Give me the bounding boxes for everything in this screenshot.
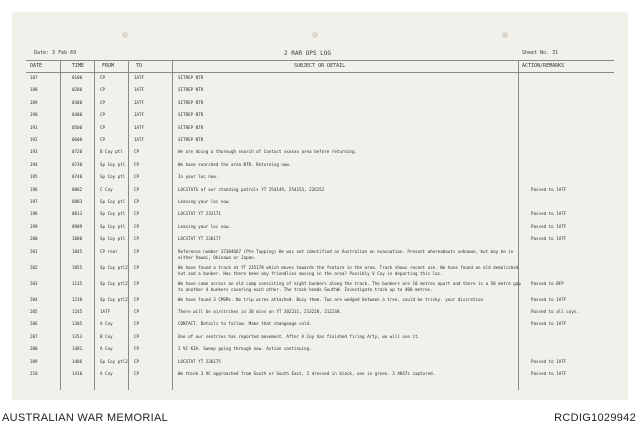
entry-from: A Coy bbox=[100, 371, 113, 376]
entry-from: Sp Coy ptl2 bbox=[100, 296, 128, 302]
entry-time: 1135 bbox=[72, 280, 83, 286]
entry-subject: In your loc now. bbox=[178, 174, 219, 180]
entry-time: 0813 bbox=[72, 211, 83, 217]
entry-number: 202 bbox=[30, 264, 38, 270]
entry-subject: We think 3 VC approached from South or South East, 2 dressed in black, one in green. 3 AK47s captured. bbox=[178, 371, 436, 376]
entry-time: 0300 bbox=[72, 99, 83, 105]
footer bbox=[0, 404, 640, 426]
log-title: 2 RAR OPS LOG bbox=[284, 50, 331, 57]
col-divider bbox=[172, 60, 173, 390]
entry-number: 190 bbox=[30, 112, 38, 118]
entry-from: CP bbox=[100, 124, 106, 130]
entry-from: B Coy ptl bbox=[100, 149, 123, 155]
entry-from: 1ATF bbox=[100, 309, 111, 314]
entry-from: C Coy bbox=[100, 186, 113, 192]
entry-action: Passed to 1ATF bbox=[531, 223, 567, 229]
entry-action: Passed to 1ATF bbox=[531, 211, 567, 217]
entry-subject: We have searched the area NTR. Returning now. bbox=[178, 161, 292, 167]
entry-action: Passed to 1ATF bbox=[531, 296, 567, 302]
entry-number: 208 bbox=[30, 346, 38, 352]
entry-from: Sp Coy ptl bbox=[100, 223, 126, 229]
entry-subject: SITREP NTR bbox=[178, 112, 204, 118]
entry-number: 207 bbox=[30, 333, 38, 339]
entry-subject: SITREP NTR bbox=[178, 137, 204, 142]
col-header-subject: SUBJECT OR DETAIL bbox=[294, 63, 346, 69]
entry-subject: SITREP NTR bbox=[178, 75, 204, 80]
entry-number: 197 bbox=[30, 199, 38, 204]
entry-number: 195 bbox=[30, 174, 38, 180]
entry-time: 0400 bbox=[72, 112, 83, 118]
entry-subject: We have come across an old camp consisting of eight bunkers along the track. The bunkers are 10 metres apart and there is a 50 metre gap to another 4 bunkers covering each other. The track heads SouthW. Investigate track up to 400 metres. bbox=[178, 280, 521, 292]
entry-subject: SITREP NTR bbox=[178, 124, 204, 130]
punch-hole bbox=[312, 32, 318, 38]
entry-to: CP bbox=[134, 161, 140, 167]
entry-subject: Leaving your loc now. bbox=[178, 199, 231, 204]
entry-number: 204 bbox=[30, 296, 38, 302]
col-header-date: DATE bbox=[30, 63, 43, 69]
entry-subject: Reference number 37384667 (Pte Tapping) He was not identified as Australian on evacuation. Present whereabouts unknown, but may be in either Vawai, Okinawa or Japan. bbox=[178, 248, 514, 260]
col-header-from: FROM bbox=[102, 63, 115, 69]
entry-action: Passed to 1ATF bbox=[531, 358, 567, 364]
entry-time: 1406 bbox=[72, 358, 83, 364]
col-header-to: TO bbox=[136, 63, 143, 69]
entry-to: CP bbox=[134, 174, 140, 180]
entry-subject: We have found a track at YT 235178 which moves towards the feature in the area. Track shows recent use. We have found an old demolished hut and a bunker. Has there been any friendlies moving in the area? Possibly V Coy in departing this loc. bbox=[178, 264, 519, 276]
entry-time: 1000 bbox=[72, 236, 83, 242]
entry-subject: CONTACT. Details to follow. Make that changeage cold. bbox=[178, 321, 312, 327]
entry-from: Sp Coy ptl bbox=[100, 236, 126, 242]
entry-from: Sp Coy ptl bbox=[100, 174, 126, 180]
entry-time: 1045 bbox=[72, 248, 83, 254]
header-rule-top bbox=[26, 60, 614, 61]
entry-subject: LOCSTAT YT 236175 bbox=[178, 358, 221, 364]
entry-action: Passed to all coys. bbox=[531, 309, 579, 314]
entry-action: Passed to 1ATF bbox=[531, 321, 567, 327]
entry-to: CP bbox=[134, 236, 140, 242]
entry-number: 188 bbox=[30, 87, 38, 93]
entry-time: 0600 bbox=[72, 137, 83, 142]
col-divider bbox=[94, 60, 95, 390]
entry-from: Sp Coy ptl2 bbox=[100, 358, 128, 364]
entry-number: 203 bbox=[30, 280, 38, 286]
entry-to: CP bbox=[134, 321, 140, 327]
col-header-action: ACTION/REMARKS bbox=[522, 63, 565, 69]
entry-number: 205 bbox=[30, 309, 38, 314]
entry-number: 201 bbox=[30, 248, 38, 254]
entry-from: Sp Coy ptl2 bbox=[100, 280, 128, 286]
entry-time: 1410 bbox=[72, 371, 83, 376]
entry-action: Passed to 1ATF bbox=[531, 371, 567, 376]
date-label: Date: 3 Feb 69 bbox=[34, 50, 77, 56]
entry-to: CP bbox=[134, 199, 140, 204]
col-divider bbox=[128, 60, 129, 390]
entry-number: 210 bbox=[30, 371, 38, 376]
entry-from: B Coy bbox=[100, 333, 113, 339]
entry-from: CP bbox=[100, 99, 106, 105]
entry-to: CP bbox=[134, 186, 140, 192]
entry-number: 196 bbox=[30, 186, 38, 192]
entry-to: CP bbox=[134, 211, 140, 217]
entry-from: Sp Coy ptl bbox=[100, 211, 126, 217]
entry-from: Sp Coy ptl bbox=[100, 161, 126, 167]
entry-time: 1353 bbox=[72, 333, 83, 339]
entry-from: A Coy bbox=[100, 346, 113, 352]
entry-to: CP bbox=[134, 248, 140, 254]
entry-from: CP bbox=[100, 75, 106, 80]
entry-to: CP bbox=[134, 264, 140, 270]
entry-subject: LOCSTATS of our standing patrols YT 254149, 254153, 226152 bbox=[178, 186, 325, 192]
entry-time: 0730 bbox=[72, 161, 83, 167]
entry-action: Passed to 1ATF bbox=[531, 236, 567, 242]
col-divider bbox=[60, 60, 61, 390]
entry-to: CP bbox=[134, 309, 140, 314]
entry-time: 0720 bbox=[72, 149, 83, 155]
entry-time: 1305 bbox=[72, 321, 83, 327]
entry-to: 1ATF bbox=[134, 87, 145, 93]
entry-subject: SITREP NTR bbox=[178, 87, 204, 93]
entry-from: Sp Coy ptl2 bbox=[100, 264, 128, 270]
entry-to: 1ATF bbox=[134, 137, 145, 142]
entry-time: 1055 bbox=[72, 264, 83, 270]
entry-time: 0200 bbox=[72, 87, 83, 93]
entry-number: 209 bbox=[30, 358, 38, 364]
entry-to: 1ATF bbox=[134, 99, 145, 105]
entry-number: 191 bbox=[30, 124, 38, 130]
log-sheet bbox=[12, 12, 628, 400]
entry-subject: SITREP NTR bbox=[178, 99, 204, 105]
entry-subject: LOCSTAT YT 236177 bbox=[178, 236, 221, 242]
entry-number: 198 bbox=[30, 211, 38, 217]
entry-time: 0500 bbox=[72, 124, 83, 130]
entry-time: 0909 bbox=[72, 223, 83, 229]
entry-time: 0802 bbox=[72, 186, 83, 192]
entry-number: 199 bbox=[30, 223, 38, 229]
entry-to: CP bbox=[134, 371, 140, 376]
entry-number: 187 bbox=[30, 75, 38, 80]
footer-record-id: RCDIG1029942 bbox=[554, 412, 636, 424]
entry-to: CP bbox=[134, 358, 140, 364]
footer-institution: AUSTRALIAN WAR MEMORIAL bbox=[2, 412, 169, 424]
entry-from: A Coy bbox=[100, 321, 113, 327]
col-header-time: TIME bbox=[72, 63, 85, 69]
entry-subject: One of our sentries has reported movement. After A Coy has finished firing Arty, we will use it. bbox=[178, 333, 421, 339]
punch-hole bbox=[502, 32, 508, 38]
entry-action: Passed to BFP bbox=[531, 280, 564, 286]
entry-to: CP bbox=[134, 333, 140, 339]
entry-to: 1ATF bbox=[134, 75, 145, 80]
entry-from: CP bbox=[100, 112, 106, 118]
entry-time: 0100 bbox=[72, 75, 83, 80]
entry-to: CP bbox=[134, 346, 140, 352]
entry-from: CP rear bbox=[100, 248, 118, 254]
entry-action: Passed to 1ATF bbox=[531, 186, 567, 192]
entry-to: CP bbox=[134, 280, 140, 286]
entry-to: 1ATF bbox=[134, 112, 145, 118]
entry-subject: We are doing a thorough search of Contact xxxxxx area before returning. bbox=[178, 149, 357, 155]
entry-number: 206 bbox=[30, 321, 38, 327]
entry-time: 0740 bbox=[72, 174, 83, 180]
entry-subject: We have found 3 CMSMs. No trip wires attached. Busy them. Two are wedged between a tree, could be tricky. your discretion bbox=[178, 296, 484, 302]
entry-number: 193 bbox=[30, 149, 38, 155]
sheet-number: Sheet No. 31 bbox=[522, 50, 559, 56]
entry-to: 1ATF bbox=[134, 124, 145, 130]
entry-from: CP bbox=[100, 87, 106, 93]
entry-number: 189 bbox=[30, 99, 38, 105]
entry-number: 194 bbox=[30, 161, 38, 167]
entry-to: CP bbox=[134, 223, 140, 229]
entry-time: 1245 bbox=[72, 309, 83, 314]
entry-subject: LOCSTAT YT 232171 bbox=[178, 211, 221, 217]
entry-to: CP bbox=[134, 149, 140, 155]
entry-time: 0803 bbox=[72, 199, 83, 204]
entry-subject: Leaving your loc now. bbox=[178, 223, 231, 229]
entry-from: Sp Coy ptl bbox=[100, 199, 126, 204]
entry-subject: There will be airstrikes in 30 mins on YT 202231, 213228, 212238. bbox=[178, 309, 342, 314]
entry-number: 192 bbox=[30, 137, 38, 142]
header-rule-bottom bbox=[26, 72, 614, 73]
entry-time: 1230 bbox=[72, 296, 83, 302]
punch-hole bbox=[122, 32, 128, 38]
entry-subject: 2 VC KIA. Sweep going through now. Action continuing. bbox=[178, 346, 312, 352]
entry-to: CP bbox=[134, 296, 140, 302]
entry-time: 1401 bbox=[72, 346, 83, 352]
entry-from: CP bbox=[100, 137, 106, 142]
entry-number: 200 bbox=[30, 236, 38, 242]
